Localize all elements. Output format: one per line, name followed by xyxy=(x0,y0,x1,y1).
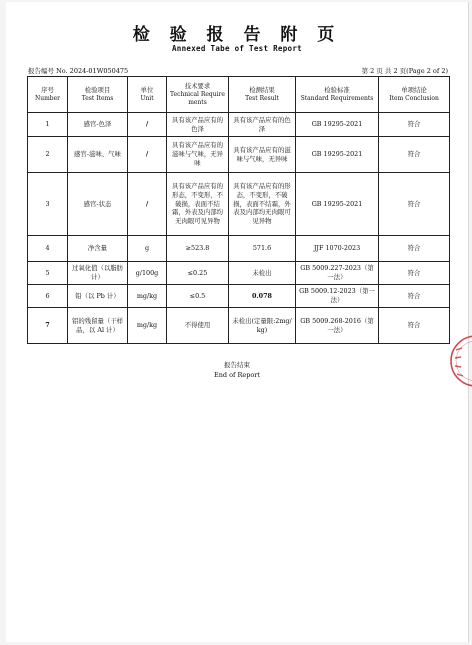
page-subtitle: Annexed Tabe of Test Report xyxy=(171,44,302,53)
cell-conclusion: 符合 xyxy=(379,236,450,262)
official-seal-stamp xyxy=(446,332,472,390)
cell-standard: GB 19295-2021 xyxy=(296,137,379,173)
report-number: 报告编号 No. 2024-01W050475 xyxy=(28,67,129,75)
header-conclusion: 单项结论 Item Conclusion xyxy=(379,77,450,113)
cell-requirement: 不得使用 xyxy=(167,308,229,344)
page-indicator: 第 2 页 共 2 页(Page 2 of 2) xyxy=(361,67,448,75)
cell-test-item: 铝的残留量（干样品，以 Al 计） xyxy=(68,308,128,344)
cell-test-item: 净含量 xyxy=(68,236,128,262)
header-test-result: 检测结果 Test Result xyxy=(229,77,296,113)
cell-result: 未检出(定量限:2mg/kg) xyxy=(229,308,296,344)
table-row xyxy=(28,285,450,308)
cell-unit: mg/kg xyxy=(128,308,167,344)
cell-requirement: ≥523.8 xyxy=(167,236,229,262)
cell-standard: GB 5009.227-2023（第一法） xyxy=(296,262,379,285)
table-row xyxy=(28,262,450,285)
cell-test-item: 铅（以 Pb 计） xyxy=(68,285,128,308)
page-title: 检 验 报 告 附 页 xyxy=(132,25,342,45)
cell-result: 未检出 xyxy=(229,262,296,285)
table-header-row xyxy=(28,77,450,113)
cell-test-item: 感官-滋味、气味 xyxy=(68,137,128,173)
cell-number: 3 xyxy=(28,173,68,236)
cell-requirement: ≤0.5 xyxy=(167,285,229,308)
cell-conclusion: 符合 xyxy=(379,285,450,308)
cell-standard: JJF 1070-2023 xyxy=(296,236,379,262)
header-technical-requirements: 技术要求 Technical Requirements xyxy=(167,77,229,113)
cell-unit: / xyxy=(128,137,167,173)
table-row xyxy=(28,113,450,137)
header-test-items: 检验项目 Test Items xyxy=(68,77,128,113)
cell-result: 0.078 xyxy=(229,285,296,308)
header-number: 序号 Number xyxy=(28,77,68,113)
cell-number: 6 xyxy=(28,285,68,308)
cell-requirement: ≤0.25 xyxy=(167,262,229,285)
cell-standard: GB 19295-2021 xyxy=(296,173,379,236)
header-standard: 检验标准 Standard Requirements xyxy=(296,77,379,113)
cell-test-item: 感官-色泽 xyxy=(68,113,128,137)
table-row xyxy=(28,236,450,262)
cell-unit: g xyxy=(128,236,167,262)
cell-conclusion: 符合 xyxy=(379,137,450,173)
cell-result: 具有该产品应有的滋味与气味，无异味 xyxy=(229,137,296,173)
cell-requirement: 具有该产品应有的滋味与气味，无异味 xyxy=(167,137,229,173)
cell-standard: GB 5009.12-2023（第一法） xyxy=(296,285,379,308)
cell-number: 1 xyxy=(28,113,68,137)
table-row xyxy=(28,137,450,173)
cell-result: 具有该产品应有的形态，不变形，不破损，表面不结霜，外表及内部均无肉眼可见异物 xyxy=(229,173,296,236)
cell-unit: g/100g xyxy=(128,262,167,285)
cell-conclusion: 符合 xyxy=(379,308,450,344)
cell-conclusion: 符合 xyxy=(379,113,450,137)
header-unit: 单位 Unit xyxy=(128,77,167,113)
cell-conclusion: 符合 xyxy=(379,173,450,236)
cell-standard: GB 19295-2021 xyxy=(296,113,379,137)
cell-test-item: 感官-状态 xyxy=(68,173,128,236)
table-row xyxy=(28,173,450,236)
cell-number: 5 xyxy=(28,262,68,285)
cell-unit: / xyxy=(128,113,167,137)
cell-number: 4 xyxy=(28,236,68,262)
cell-number: 7 xyxy=(28,308,68,344)
cell-conclusion: 符合 xyxy=(379,262,450,285)
cell-test-item: 过氧化值（以脂肪计） xyxy=(68,262,128,285)
cell-result: 571.6 xyxy=(229,236,296,262)
cell-standard: GB 5009.268-2016（第一法） xyxy=(296,308,379,344)
report-page xyxy=(6,2,469,642)
cell-result: 具有该产品应有的色泽 xyxy=(229,113,296,137)
cell-unit: mg/kg xyxy=(128,285,167,308)
cell-requirement: 具有该产品应有的色泽 xyxy=(167,113,229,137)
table-row xyxy=(28,308,450,344)
end-of-report-cn: 报告结束 xyxy=(224,361,250,369)
cell-requirement: 具有该产品应有的形态，不变形，不破损，表面不结霜，外表及内部均无肉眼可见异物 xyxy=(167,173,229,236)
cell-number: 2 xyxy=(28,137,68,173)
cell-unit: / xyxy=(128,173,167,236)
test-results-table xyxy=(27,76,450,344)
end-of-report-en: End of Report xyxy=(213,371,261,379)
